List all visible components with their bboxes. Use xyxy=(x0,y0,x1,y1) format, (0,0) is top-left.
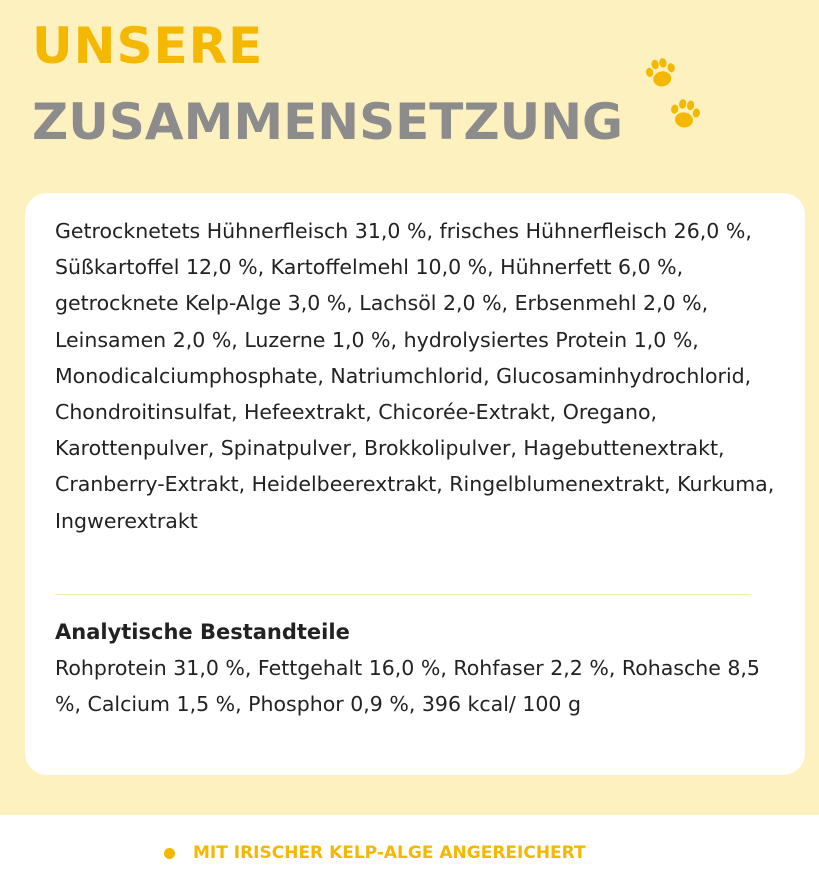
analysis-heading: Analytische Bestandteile xyxy=(55,620,350,644)
paw-icon xyxy=(664,93,706,135)
divider xyxy=(55,594,751,595)
feature-text: MIT IRISCHER KELP-ALGE ANGEREICHERT xyxy=(193,843,586,863)
feature-footer xyxy=(0,815,819,883)
ingredients-text: Getrocknetets Hühnerfleisch 31,0 %, frisches Hühnerfleisch 26,0 %, Süßkartoffel 12,0 %, Kartoffelmehl 10,0 %, Hühnerfett 6,0 %, getrocknete Kelp-Alge 3,0 %, Lachsöl 2,0 %, Erbsenmehl 2,0 %, Leinsamen 2,0 %, Luzerne 1,0 %, hydrolysiertes Protein 1,0 %, Monodicalciumphosphate, Natriumchlorid, Glucosaminhydrochlorid, Chondroitinsulfat, Hefeextrakt, Chicorée-Extrakt, Oregano, Karottenpulver, Spinatpulver, Brokkolipulver, Hagebuttenextrakt, Cranberry-Extrakt, Heidelbeerextrakt, Ringelblumenextrakt, Kurkuma, Ingwerextrakt xyxy=(55,219,775,533)
analysis-text: Rohprotein 31,0 %, Fettgehalt 16,0 %, Rohfaser 2,2 %, Rohasche 8,5 %, Calcium 1,5 %, Phosphor 0,9 %, 396 kcal/ 100 g xyxy=(55,656,760,717)
title-line-1: UNSERE xyxy=(32,17,264,75)
paw-icon xyxy=(640,52,683,95)
bullet-icon xyxy=(164,848,175,859)
composition-card xyxy=(25,193,805,775)
title-line-2: ZUSAMMENSETZUNG xyxy=(32,93,624,151)
